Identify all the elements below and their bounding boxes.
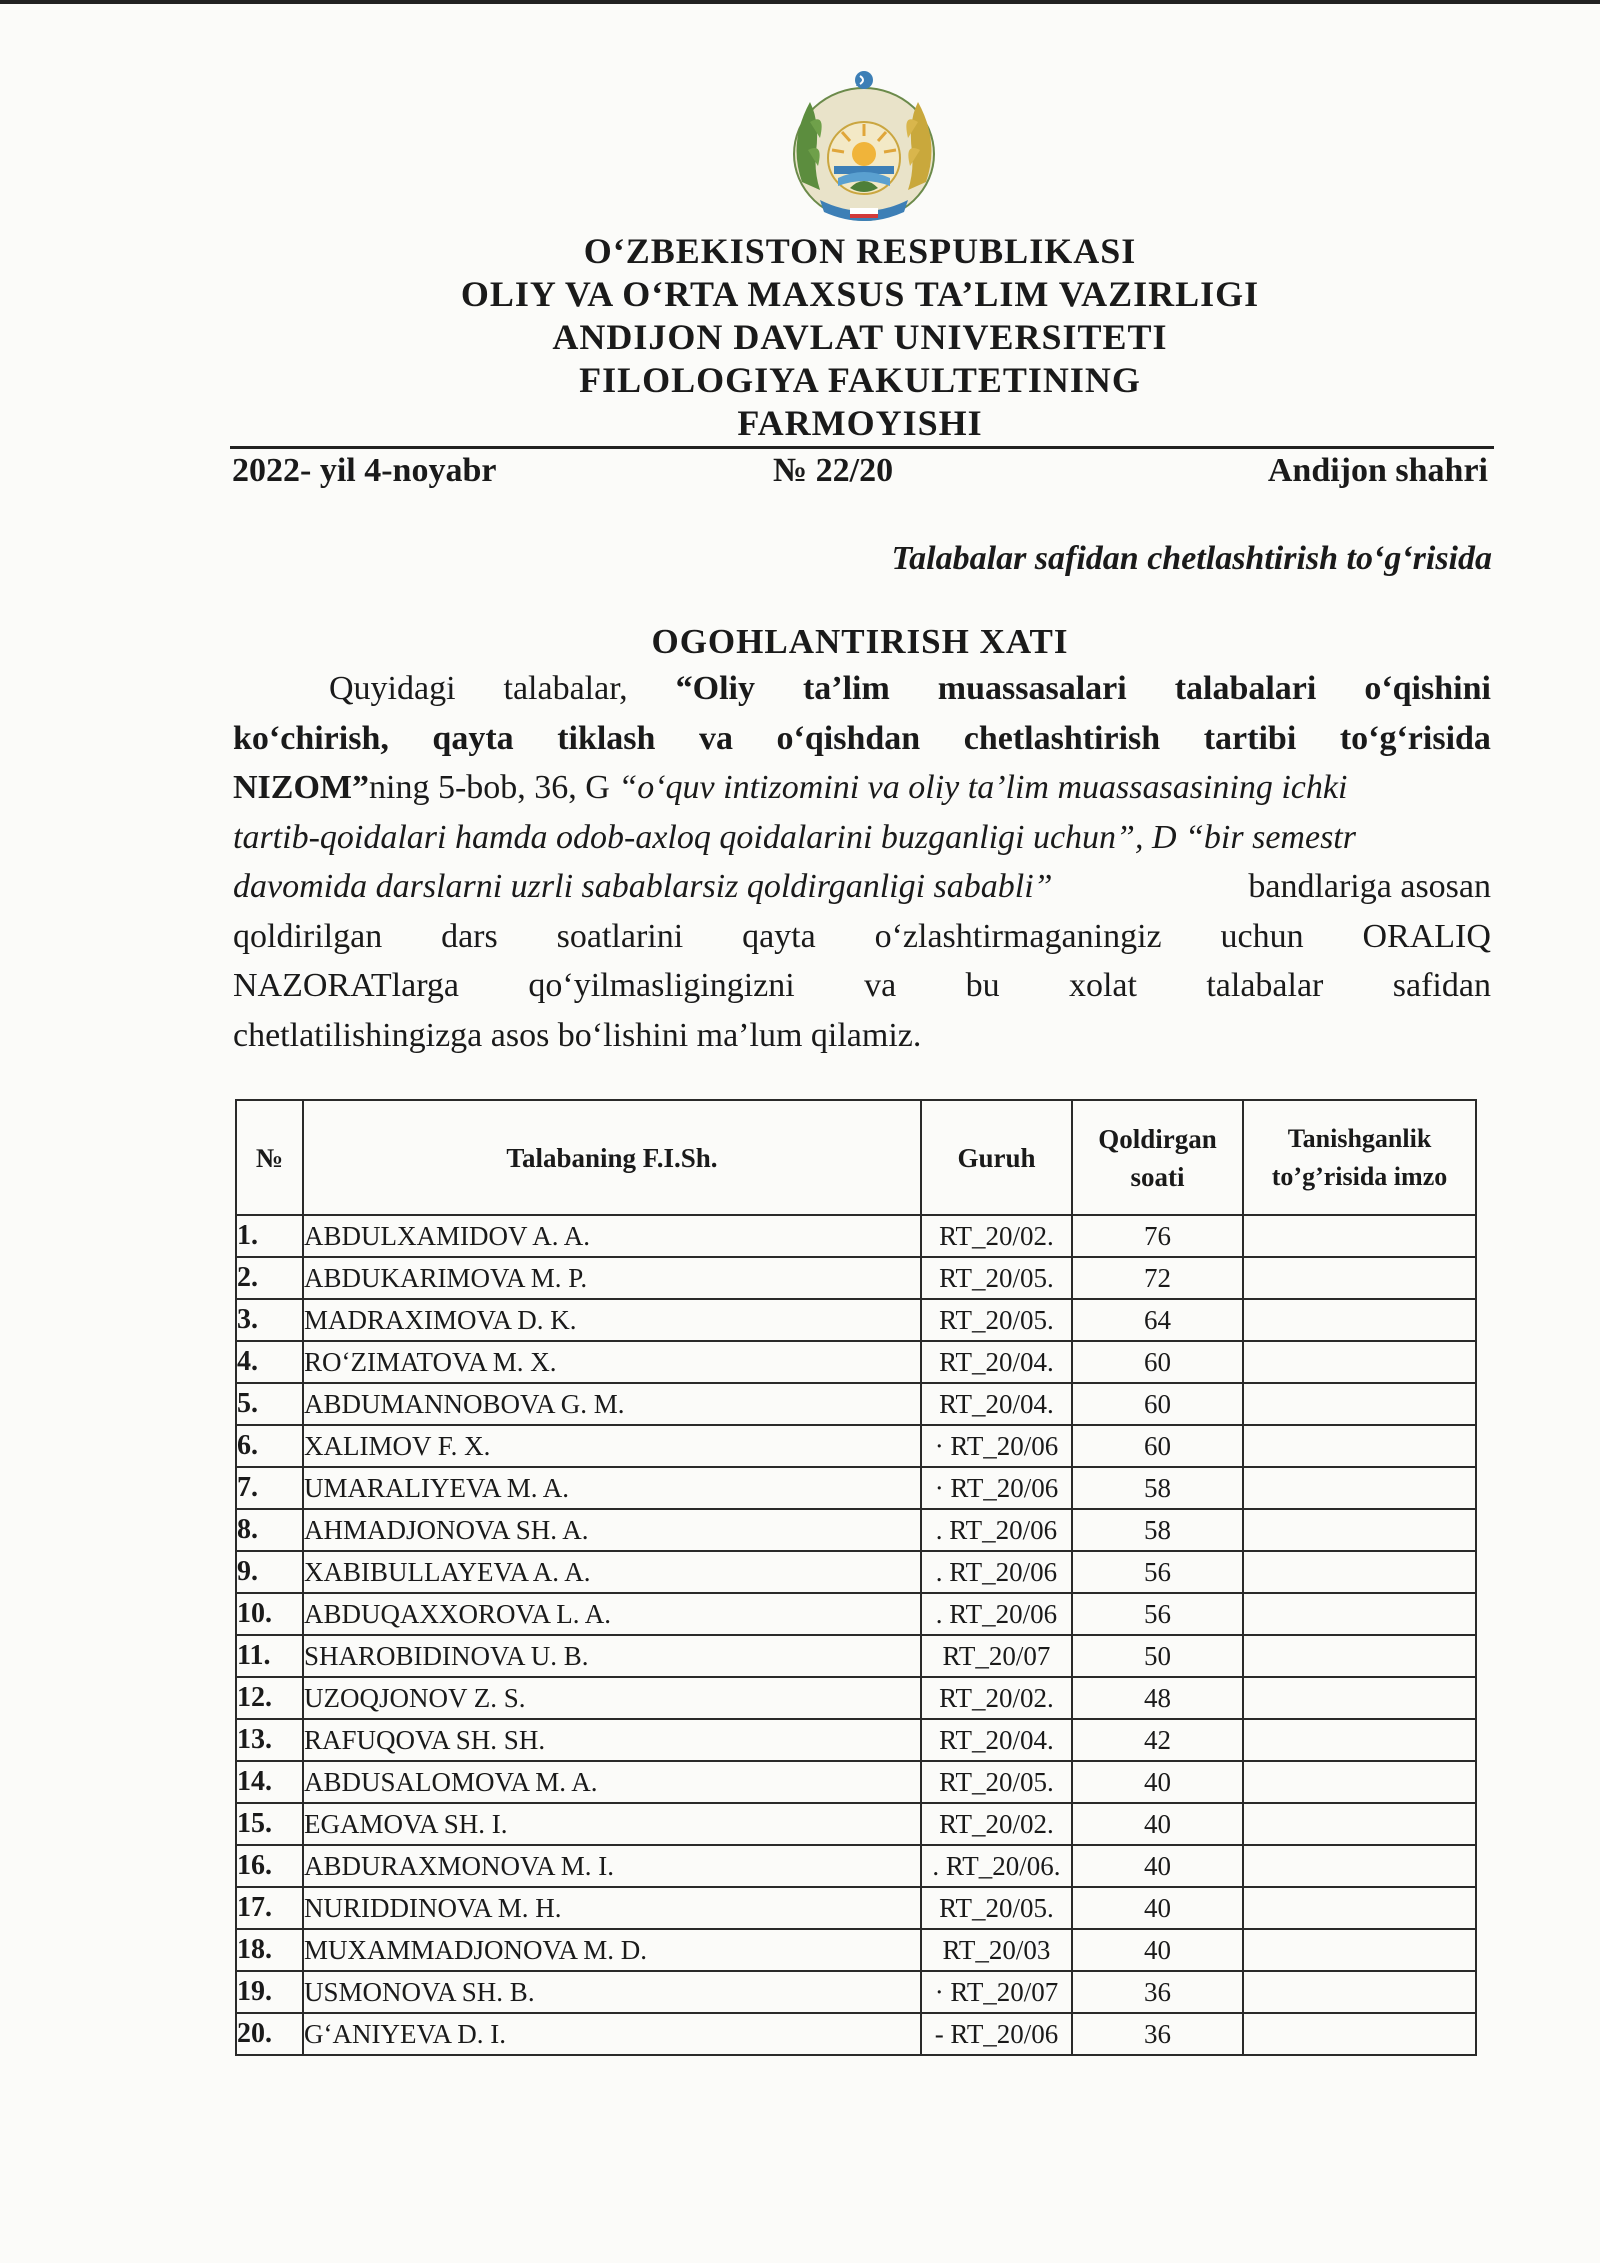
col-header-group: Guruh xyxy=(921,1100,1072,1215)
signature-cell xyxy=(1243,1341,1476,1383)
signature-cell xyxy=(1243,1677,1476,1719)
student-group: · RT_20/06 xyxy=(921,1425,1072,1467)
paragraph-word: to‘g‘risida xyxy=(1339,719,1491,757)
student-group: . RT_20/06 xyxy=(921,1593,1072,1635)
paragraph-word: xolat xyxy=(1068,967,1137,1004)
signature-cell xyxy=(1243,1215,1476,1257)
paragraph-word: talabalar xyxy=(1206,967,1324,1004)
table-row xyxy=(236,1887,1476,1929)
table-row xyxy=(236,1215,1476,1257)
signature-cell xyxy=(1243,1761,1476,1803)
row-number: 2. xyxy=(236,1257,303,1299)
table-row xyxy=(236,1803,1476,1845)
row-number: 6. xyxy=(236,1425,303,1467)
header-doc-type: FARMOYISHI xyxy=(737,403,983,443)
student-name: RO‘ZIMATOVA M. X. xyxy=(303,1341,921,1383)
student-name: MADRAXIMOVA D. K. xyxy=(303,1299,921,1341)
paragraph-word: qayta xyxy=(742,917,816,955)
paragraph-word: chetlashtirish xyxy=(963,719,1161,757)
missed-hours: 72 xyxy=(1072,1257,1243,1299)
col-header-name: Talabaning F.I.Sh. xyxy=(303,1100,921,1215)
row-number: 20. xyxy=(236,2013,303,2055)
table-row xyxy=(236,1719,1476,1761)
table-row xyxy=(236,1425,1476,1467)
paragraph-word: talabalari xyxy=(1174,670,1317,707)
row-number: 19. xyxy=(236,1971,303,2013)
missed-hours: 60 xyxy=(1072,1341,1243,1383)
signature-cell xyxy=(1243,1551,1476,1593)
missed-hours: 56 xyxy=(1072,1593,1243,1635)
student-group: RT_20/02. xyxy=(921,1215,1072,1257)
paragraph-word: davomida darslarni uzrli sabablarsiz qoldirganligi sababli” xyxy=(233,868,1053,905)
signature-cell xyxy=(1243,1467,1476,1509)
student-group: RT_20/05. xyxy=(921,1299,1072,1341)
signature-cell xyxy=(1243,1257,1476,1299)
paragraph-word: uchun xyxy=(1220,917,1304,955)
student-group: RT_20/04. xyxy=(921,1383,1072,1425)
row-number: 7. xyxy=(236,1467,303,1509)
missed-hours: 76 xyxy=(1072,1215,1243,1257)
paragraph-word: ning 5-bob, 36, G xyxy=(369,769,610,806)
paragraph-word: muassasalari xyxy=(937,670,1127,707)
missed-hours: 40 xyxy=(1072,1845,1243,1887)
table-row xyxy=(236,1257,1476,1299)
signature-cell xyxy=(1243,1845,1476,1887)
table-row xyxy=(236,1971,1476,2013)
paragraph-word: tartibi xyxy=(1203,719,1297,757)
state-emblem-icon xyxy=(780,62,948,230)
table-row xyxy=(236,1635,1476,1677)
scan-edge xyxy=(0,0,1600,4)
signature-cell xyxy=(1243,1971,1476,2013)
missed-hours: 36 xyxy=(1072,1971,1243,2013)
col-header-signature-line1: Tanishganlik xyxy=(1287,1123,1432,1153)
paragraph-line: tartib-qoidalari hamda odob-axloq qoidalarini buzganligi uchun”, D “bir semestr xyxy=(233,818,1356,856)
table-row xyxy=(236,1341,1476,1383)
signature-cell xyxy=(1243,2013,1476,2055)
paragraph-word: qoldirilgan xyxy=(233,917,383,955)
table-row xyxy=(236,1593,1476,1635)
paragraph-line xyxy=(233,664,1491,714)
table-row xyxy=(236,1845,1476,1887)
missed-hours: 60 xyxy=(1072,1425,1243,1467)
row-number: 10. xyxy=(236,1593,303,1635)
student-name: UMARALIYEVA M. A. xyxy=(303,1467,921,1509)
document-header xyxy=(230,230,1490,445)
row-number: 8. xyxy=(236,1509,303,1551)
paragraph-word: o‘qishdan xyxy=(776,719,921,757)
table-row xyxy=(236,1383,1476,1425)
student-group: RT_20/05. xyxy=(921,1257,1072,1299)
table-header-row xyxy=(236,1100,1476,1215)
signature-cell xyxy=(1243,1299,1476,1341)
signature-cell xyxy=(1243,1509,1476,1551)
document-subject: Talabalar safidan chetlashtirish to‘g‘risida xyxy=(891,540,1492,577)
signature-cell xyxy=(1243,1929,1476,1971)
student-name: RAFUQOVA SH. SH. xyxy=(303,1719,921,1761)
student-name: ABDUQAXXOROVA L. A. xyxy=(303,1593,921,1635)
paragraph-word: va xyxy=(864,967,897,1004)
student-name: NURIDDINOVA M. H. xyxy=(303,1887,921,1929)
student-group: · RT_20/06 xyxy=(921,1467,1072,1509)
student-group: RT_20/07 xyxy=(921,1635,1072,1677)
paragraph-word: safidan xyxy=(1392,967,1491,1004)
missed-hours: 48 xyxy=(1072,1677,1243,1719)
missed-hours: 36 xyxy=(1072,2013,1243,2055)
student-name: ABDUMANNOBOVA G. M. xyxy=(303,1383,921,1425)
missed-hours: 42 xyxy=(1072,1719,1243,1761)
paragraph-word: ta’lim xyxy=(802,670,890,707)
student-name: G‘ANIYEVA D. I. xyxy=(303,2013,921,2055)
paragraph-word: ko‘chirish, xyxy=(233,719,389,757)
missed-hours: 64 xyxy=(1072,1299,1243,1341)
missed-hours: 58 xyxy=(1072,1467,1243,1509)
row-number: 15. xyxy=(236,1803,303,1845)
row-number: 17. xyxy=(236,1887,303,1929)
table-row xyxy=(236,1509,1476,1551)
student-name: AHMADJONOVA SH. A. xyxy=(303,1509,921,1551)
student-name: MUXAMMADJONOVA M. D. xyxy=(303,1929,921,1971)
row-number: 16. xyxy=(236,1845,303,1887)
col-header-hours-line1: Qoldirgan xyxy=(1098,1123,1217,1154)
table-row xyxy=(236,1761,1476,1803)
missed-hours: 40 xyxy=(1072,1929,1243,1971)
student-name: ABDULXAMIDOV A. A. xyxy=(303,1215,921,1257)
paragraph-word: bu xyxy=(965,967,1000,1004)
missed-hours: 60 xyxy=(1072,1383,1243,1425)
col-header-signature-line2: to’g’risida imzo xyxy=(1271,1161,1448,1191)
paragraph-word: qo‘yilmasligingizni xyxy=(528,967,795,1004)
paragraph-word: “Oliy xyxy=(675,670,755,707)
col-header-number: № xyxy=(236,1100,303,1215)
header-country: O‘ZBEKISTON RESPUBLIKASI xyxy=(583,231,1137,271)
row-number: 14. xyxy=(236,1761,303,1803)
student-group: . RT_20/06. xyxy=(921,1845,1072,1887)
header-ministry: OLIY VA O‘RTA MAXSUS TA’LIM VAZIRLIGI xyxy=(460,274,1260,314)
col-header-signature xyxy=(1243,1100,1476,1215)
paragraph-line: chetlatilishingizga asos bo‘lishini ma’lum qilamiz. xyxy=(233,1016,922,1054)
document-title: OGOHLANTIRISH XATI xyxy=(651,622,1069,661)
row-number: 11. xyxy=(236,1635,303,1677)
paragraph-word: NAZORATlarga xyxy=(233,967,459,1004)
col-header-hours xyxy=(1072,1100,1243,1215)
row-number: 4. xyxy=(236,1341,303,1383)
document-date: 2022- yil 4-noyabr xyxy=(232,452,497,489)
paragraph-word: soatlarini xyxy=(556,917,684,955)
signature-cell xyxy=(1243,1425,1476,1467)
body-paragraph xyxy=(233,664,1491,1060)
table-row xyxy=(236,1299,1476,1341)
student-name: ABDURAXMONOVA M. I. xyxy=(303,1845,921,1887)
student-group: RT_20/05. xyxy=(921,1887,1072,1929)
col-header-hours-line2: soati xyxy=(1130,1161,1185,1192)
paragraph-word: dars xyxy=(441,917,498,955)
student-name: EGAMOVA SH. I. xyxy=(303,1803,921,1845)
student-name: UZOQJONOV Z. S. xyxy=(303,1677,921,1719)
paragraph-word: talabalar, xyxy=(503,670,628,707)
paragraph-line xyxy=(233,714,1491,764)
student-name: USMONOVA SH. B. xyxy=(303,1971,921,2013)
missed-hours: 40 xyxy=(1072,1761,1243,1803)
paragraph-line xyxy=(233,912,1491,962)
paragraph-line xyxy=(233,862,1491,912)
row-number: 1. xyxy=(236,1215,303,1257)
student-group: RT_20/04. xyxy=(921,1341,1072,1383)
row-number: 13. xyxy=(236,1719,303,1761)
signature-cell xyxy=(1243,1635,1476,1677)
student-group: RT_20/02. xyxy=(921,1677,1072,1719)
document-city: Andijon shahri xyxy=(1267,452,1488,489)
paragraph-line xyxy=(233,763,1491,813)
paragraph-word: NIZOM” xyxy=(233,769,369,806)
student-group: - RT_20/06 xyxy=(921,2013,1072,2055)
paragraph-word: qayta xyxy=(432,719,514,757)
table-row xyxy=(236,1551,1476,1593)
paragraph-word: bandlariga asosan xyxy=(1248,868,1491,905)
signature-cell xyxy=(1243,1593,1476,1635)
missed-hours: 58 xyxy=(1072,1509,1243,1551)
signature-cell xyxy=(1243,1383,1476,1425)
paragraph-word: Quyidagi xyxy=(329,670,456,707)
paragraph-word: va xyxy=(699,719,733,757)
row-number: 5. xyxy=(236,1383,303,1425)
paragraph-word: o‘qishini xyxy=(1364,670,1491,707)
signature-cell xyxy=(1243,1803,1476,1845)
header-faculty: FILOLOGIYA FAKULTETINING xyxy=(579,360,1141,400)
paragraph-word: ORALIQ xyxy=(1362,917,1491,955)
document-number: № 22/20 xyxy=(773,452,894,489)
paragraph-word: o‘zlashtirmaganingiz xyxy=(874,917,1162,955)
student-name: XALIMOV F. X. xyxy=(303,1425,921,1467)
row-number: 3. xyxy=(236,1299,303,1341)
missed-hours: 40 xyxy=(1072,1803,1243,1845)
table-row xyxy=(236,1467,1476,1509)
paragraph-word: “o‘quv intizomini va oliy ta’lim muassasasining ichki xyxy=(618,769,1348,806)
header-university: ANDIJON DAVLAT UNIVERSITETI xyxy=(552,317,1168,357)
signature-cell xyxy=(1243,1719,1476,1761)
row-number: 18. xyxy=(236,1929,303,1971)
paragraph-line xyxy=(233,961,1491,1011)
table-row xyxy=(236,1677,1476,1719)
paragraph-word: tiklash xyxy=(557,719,656,757)
signature-cell xyxy=(1243,1887,1476,1929)
student-group: . RT_20/06 xyxy=(921,1509,1072,1551)
student-group: RT_20/05. xyxy=(921,1761,1072,1803)
document-meta xyxy=(232,452,1488,498)
student-name: SHAROBIDINOVA U. B. xyxy=(303,1635,921,1677)
table-row xyxy=(236,1929,1476,1971)
students-table xyxy=(235,1099,1477,2056)
table-row xyxy=(236,2013,1476,2055)
header-divider xyxy=(230,446,1494,449)
student-name: XABIBULLAYEVA A. A. xyxy=(303,1551,921,1593)
missed-hours: 40 xyxy=(1072,1887,1243,1929)
student-group: RT_20/04. xyxy=(921,1719,1072,1761)
student-group: RT_20/03 xyxy=(921,1929,1072,1971)
missed-hours: 50 xyxy=(1072,1635,1243,1677)
row-number: 9. xyxy=(236,1551,303,1593)
student-name: ABDUKARIMOVA M. P. xyxy=(303,1257,921,1299)
missed-hours: 56 xyxy=(1072,1551,1243,1593)
student-name: ABDUSALOMOVA M. A. xyxy=(303,1761,921,1803)
student-group: . RT_20/06 xyxy=(921,1551,1072,1593)
student-group: · RT_20/07 xyxy=(921,1971,1072,2013)
row-number: 12. xyxy=(236,1677,303,1719)
student-group: RT_20/02. xyxy=(921,1803,1072,1845)
